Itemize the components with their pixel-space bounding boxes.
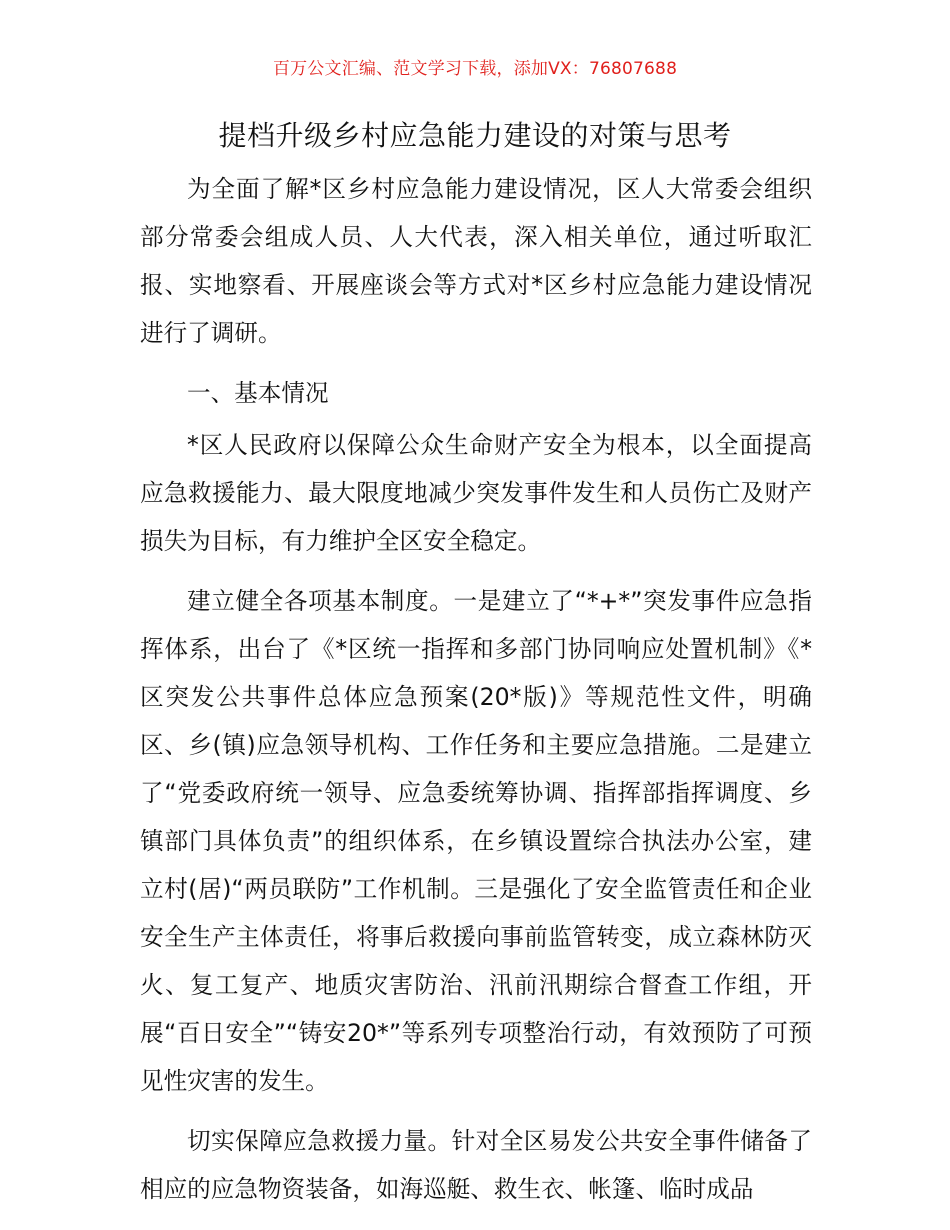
section-heading: 一、基本情况 [187,379,329,407]
document-title: 提档升级乡村应急能力建设的对策与思考 [218,119,732,152]
paragraph-overview: *区人民政府以保障公众生命财产安全为根本，以全面提高应急救援能力、最大限度地减少突发事件发生和人员伤亡及财产损失为目标，有力维护全区安全稳定。 [140,431,812,555]
paragraph-systems: 建立健全各项基本制度。一是建立了“*+*”突发事件应急指挥体系，出台了《*区统一指挥和多部门协同响应处置机制》《*区突发公共事件总体应急预案(20*版)》等规范性文件，明确区、乡(镇)应急领导机构、工作任务和主要应急措施。二是建立了“党委政府统一领导、应急委统筹协调、指挥部指挥调度、乡镇部门具体负责”的组织体系，在乡镇设置综合执法办公室，建立村(居)“两员联防”工作机制。三是强化了安全监管责任和企业安全生产主体责任，将事后救援向事前监管转变，成立森林防灭火、复工复产、地质灾害防治、汛前汛期综合督查工作组，开展“百日安全”“铸安20*”等系列专项整治行动，有效预防了可预见性灾害的发生。 [140,587,812,1095]
paragraph-forces: 切实保障应急救援力量。针对全区易发公共安全事件储备了相应的应急物资装备，如海巡艇、救生衣、帐篷、临时成品 [140,1127,812,1203]
watermark-header: 百万公文汇编、范文学习下载，添加VX：76807688 [272,59,678,79]
document-body [140,165,812,1225]
paragraph-intro: 为全面了解*区乡村应急能力建设情况，区人大常委会组织部分常委会组成人员、人大代表，深入相关单位，通过听取汇报、实地察看、开展座谈会等方式对*区乡村应急能力建设情况进行了调研。 [140,175,812,347]
